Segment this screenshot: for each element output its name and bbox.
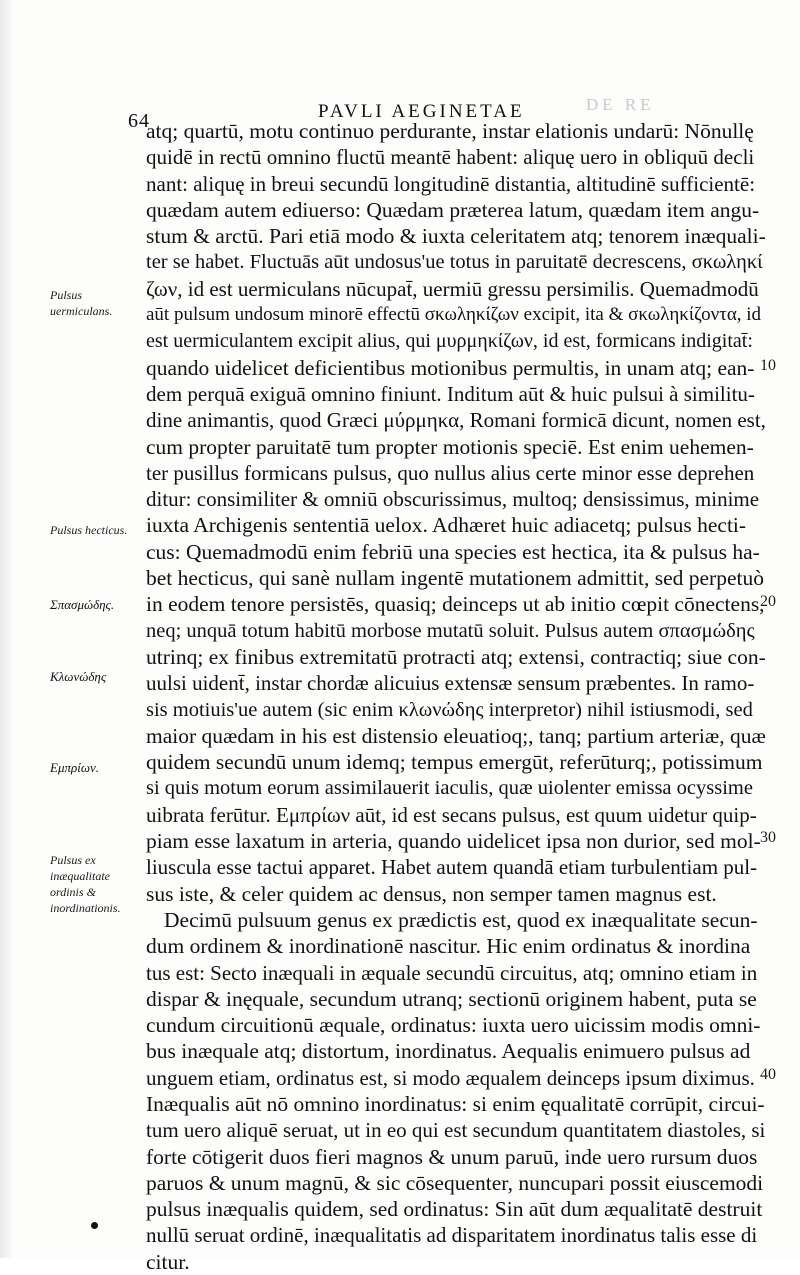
- text-line: atq; quartū, motu continuo perdurante, instar elationis undarū: Nōnullę: [146, 119, 754, 143]
- text-line: piam esse laxatum in arteria, quando uidelicet ipsa non durior, sed mol-: [146, 829, 761, 854]
- text-line: bet hecticus, qui sanè nullam ingentē mutationem admittit, sed perpetuò: [146, 566, 764, 591]
- text-line: cundum circuitionū æquale, ordinatus: iuxta uero uicissim modis omni-: [146, 1013, 761, 1038]
- page-number: 64: [128, 110, 150, 132]
- text-line: cus: Quemadmodū enim febriū una species est hectica, ita & pulsus ha-: [146, 539, 760, 564]
- text-line: ζων, id est uermiculans nūcupat̄, uermiū gressu persimilis. Quemadmodū: [146, 276, 759, 301]
- text-line: quidē in rectū omnino fluctū meantē habent: aliquę uero in obliquū decli: [146, 145, 755, 170]
- margin-note-inaequalitas: Pulsus ex inæqualitate ordinis & inordinationis.: [50, 853, 121, 915]
- margin-note-hecticus: Pulsus hecticus.: [50, 523, 128, 537]
- text-line: Inæqualis aūt nō omnino inordinatus: si enim ęqualitatē corrūpit, circui-: [146, 1091, 765, 1116]
- text-line: paruos & unum magnū, & sic cōsequenter, nuncupari possit eiuscemodi: [146, 1170, 764, 1195]
- text-line: pulsus inæqualis quidem, sed ordinatus: Sin aūt dum æqualitatē destruit: [146, 1197, 763, 1222]
- text-line: ditur: consimiliter & omniū obscurissimus, multoq; densissimus, minime: [146, 487, 760, 512]
- text-line: dum ordinem & inordinationē nascitur. Hic enim ordinatus & inordina: [146, 934, 751, 959]
- text-line: tus est: Secto inæquali in æquale secundū circuitus, atq; omnino etiam in: [146, 960, 758, 985]
- text-line: tum uero aliquē seruat, ut in eo qui est secundum quantitatem diastoles, si: [146, 1118, 766, 1143]
- text-line: maior quædam in his est distensio eleuatioq;, tanq; partium arteriæ, quæ: [146, 723, 766, 748]
- margin-note-emprion: Εμπρίων.: [50, 760, 100, 775]
- line-number-30: 30: [760, 829, 776, 846]
- line-number-20: 20: [760, 593, 776, 610]
- text-line: cum propter paruitatē tum propter motionis speciē. Est enim uehemen-: [146, 434, 754, 459]
- text-line: nullū seruat ordinē, inæqualitatis ad disparitatem inordinatus talis esse di: [146, 1223, 758, 1248]
- text-line: aūt pulsum undosum minorē effectū σκωληκίζων excipit, ita & σκωληκίζοντα, id: [146, 304, 762, 326]
- text-line: quidem secundū unum idemq; tempus emergūt, referūturq;, potissimum: [146, 750, 763, 775]
- text-line: dem perquā exiguā omnino finiunt. Inditum aūt & huic pulsui à similitu-: [146, 381, 755, 406]
- text-line: liuscula esse tactui apparet. Habet autem quandā etiam turbulentiam pul-: [146, 855, 758, 880]
- margin-note-klonodes: Κλωνώδης: [50, 669, 107, 684]
- text-line: sus iste, & celer quidem ac densus, non semper tamen magnus est.: [146, 881, 717, 906]
- text-line: utrinq; ex finibus extremitatū protracti atq; extensi, contractiq; siue con-: [146, 644, 766, 669]
- ink-speck: [91, 1222, 98, 1229]
- text-line: ter pusillus formicans pulsus, quo nullus alius certe minor esse deprehen: [146, 460, 755, 485]
- text-line: uibrata ferūtur. Εμπρίων aūt, id est secans pulsus, est quum uidetur quip-: [146, 802, 757, 827]
- text-line: dispar & inęquale, secundum utranq; sectionū originem habent, puta se: [146, 986, 757, 1011]
- text-line: bus inæquale atq; distortum, inordinatus. Aequalis enimuero pulsus ad: [146, 1039, 751, 1064]
- text-line: ter se habet. Fluctuās aūt undosus'ue totus in paruitatē decrescens, σκωληκί: [146, 251, 763, 274]
- line-number-10: 10: [760, 357, 776, 374]
- text-line: si quis motum eorum assimilauerit iaculis, quæ uiolenter emissa ocyssime: [146, 777, 753, 800]
- body-text: [146, 118, 766, 1275]
- text-line: sis motiuis'ue autem (sic enim κλωνώδης interpretor) nihil istiusmodi, sed: [146, 698, 753, 721]
- text-line: forte cōtigerit duos fieri magnos & unum paruū, inde uero rursum duos: [146, 1144, 758, 1169]
- text-line: iuxta Archigenis sententiā uelox. Adhæret huic adiacetq; pulsus hecti-: [146, 513, 747, 538]
- gutter-shadow: [0, 0, 14, 1258]
- text-line: neq; unquā totum habitū morbose mutatū soluit. Pulsus autem σπασμώδης: [146, 619, 755, 642]
- text-line: dine animantis, quod Græci μύρμηκα, Romani formicā dicunt, nomen est,: [146, 408, 766, 433]
- text-line: quando uidelicet deficientibus motionibus permultis, in unam atq; ean-: [146, 355, 755, 380]
- line-number-40: 40: [760, 1066, 776, 1083]
- margin-note-uermiculans: Pulsus uermiculans.: [50, 288, 113, 318]
- text-line: stum & arctū. Pari etiā modo & iuxta celeritatem atq; tenorem inæquali-: [146, 224, 766, 249]
- text-line: nant: aliquę in breui secundū longitudinē distantia, altitudinē sufficientē:: [146, 171, 756, 196]
- bleed-through-text: DE RE: [586, 95, 655, 114]
- running-head: PAVLI AEGINETAE: [318, 101, 525, 122]
- text-line: in eodem tenore persistēs, quasiq; deinceps ut ab initio cœpit cōnectens,: [146, 592, 765, 617]
- text-line: quædam autem ediuerso: Quædam præterea latum, quædam item angu-: [146, 197, 760, 222]
- text-line: unguem etiam, ordinatus est, si modo æqualem deinceps ipsum diximus.: [146, 1065, 755, 1090]
- margin-note-spasmodes: Σπασμώδης.: [50, 597, 115, 612]
- text-line: citur.: [146, 1249, 190, 1274]
- text-line: Decimū pulsuum genus ex prædictis est, quod ex inæqualitate secun-: [164, 907, 758, 932]
- text-line: est uermiculantem excipit alius, qui μυρμηκίζων, id est, formicans indigitat̄:: [146, 330, 753, 353]
- text-line: uulsi uident̄, instar chordæ alicuius extensæ sensum præbentes. In ramo-: [146, 671, 755, 696]
